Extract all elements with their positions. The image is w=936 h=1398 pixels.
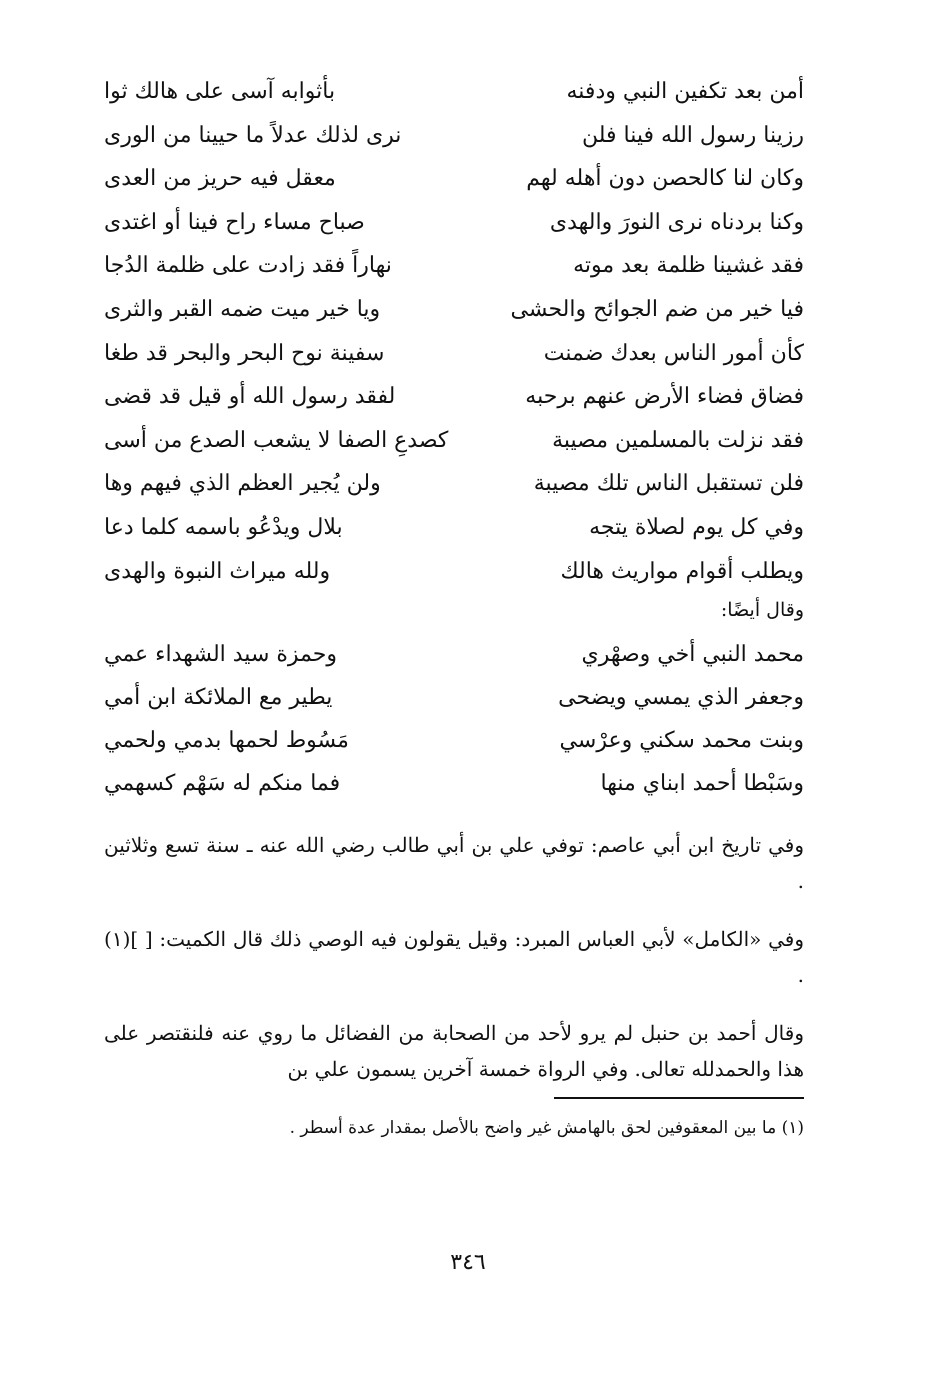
first-hemistich: وفي كل يوم لصلاة يتجه [589, 514, 804, 540]
verse-line [104, 719, 804, 762]
first-hemistich: محمد النبي أخي وصهْري [581, 642, 804, 668]
verse-line [104, 676, 804, 719]
verse-line [104, 114, 804, 158]
first-hemistich: وكنا بردناه نرى النورَ والهدى [549, 209, 804, 235]
first-hemistich: أمن بعد تكفين النبي ودفنه [566, 79, 804, 104]
verse-line [104, 157, 804, 201]
paragraph-al-kamil: وفي «الكامل» لأبي العباس المبرد: وقيل يقولون فيه الوصي ذلك قال الكميت: [ ](١) . [104, 927, 804, 988]
first-hemistich: وكان لنا كالحصن دون أهله لهم [526, 166, 804, 192]
paragraph-ibn-abi-asim: وفي تاريخ ابن أبي عاصم: توفي علي بن أبي طالب رضي الله عنه ـ سنة تسع وثلاثين . [104, 833, 804, 894]
second-hemistich: يطير مع الملائكة ابن أمي [104, 685, 333, 711]
verse-line [104, 332, 804, 376]
second-hemistich: ويا خير ميت ضمه القبر والثرى [104, 296, 381, 322]
second-hemistich: بأثوابه آسى على هالك ثوا [104, 79, 336, 104]
verse-line [104, 462, 804, 506]
poem-1 [104, 70, 804, 593]
first-hemistich: فلن تستقبل الناس تلك مصيبة [533, 471, 804, 497]
poem-intro: وقال أيضًا: [720, 599, 804, 622]
first-hemistich: فقد نزلت بالمسلمين مصيبة [552, 427, 804, 453]
first-hemistich: وبنت محمد سكني وعرْسي [559, 728, 804, 754]
verse-line [104, 419, 804, 463]
footnote: (١) ما بين المعقوفين لحق بالهامش غير واضح بالأصل بمقدار عدة أسطر . [289, 1118, 804, 1139]
second-hemistich: معقل فيه حريز من العدى [104, 166, 336, 192]
second-hemistich: نرى لذلك عدلاً ما حيينا من الورى [104, 122, 402, 148]
poem-2 [104, 633, 804, 805]
second-hemistich: وحمزة سيد الشهداء عمي [104, 642, 337, 668]
second-hemistich: مَسُوط لحمها بدمي ولحمي [104, 728, 349, 754]
second-hemistich: كصدعِ الصفا لا يشعب الصدع من أسى [104, 427, 449, 453]
paragraph-ahmad-ibn-hanbal: وقال أحمد بن حنبل لم يرو لأحد من الصحابة من الفضائل ما روي عنه فلنقتصر على هذا والحمدلله تعالى. وفي الرواة خمسة آخرين يسمون علي بن [104, 1021, 804, 1082]
second-hemistich: ولن يُجير العظم الذي فيهم وها [104, 471, 381, 497]
verse-line [104, 506, 804, 550]
second-hemistich: صباح مساء راح فينا أو اغتدى [104, 209, 365, 235]
first-hemistich: ويطلب أقوام مواريث هالك [560, 558, 804, 584]
second-hemistich: سفينة نوح البحر والبحر قد طغا [104, 340, 385, 366]
verse-line [104, 375, 804, 419]
first-hemistich: كأن أمور الناس بعدك ضمنت [543, 340, 804, 366]
second-hemistich: لفقد رسول الله أو قيل قد قضى [104, 384, 396, 410]
verse-line [104, 550, 804, 594]
verse-line [104, 288, 804, 332]
page-body [104, 70, 804, 1141]
first-hemistich: فضاق فضاء الأرض عنهم برحبه [525, 384, 804, 410]
verse-line [104, 762, 804, 805]
second-hemistich: بلال ويدْعُو باسمه كلما دعا [104, 514, 343, 540]
verse-line [104, 201, 804, 245]
first-hemistich: فيا خير من ضم الجوائح والحشى [510, 296, 804, 322]
verse-line [104, 244, 804, 288]
first-hemistich: فقد غشينا ظلمة بعد موته [573, 253, 804, 279]
first-hemistich: رزينا رسول الله فينا فلن [581, 122, 804, 148]
verse-line [104, 70, 804, 114]
first-hemistich: وجعفر الذي يمسي ويضحى [558, 685, 804, 711]
footnote-divider [554, 1097, 804, 1099]
second-hemistich: فما منكم له سَهْم كسهمي [104, 771, 341, 797]
first-hemistich: وسَبْطا أحمد ابناي منها [600, 771, 804, 797]
second-hemistich: نهاراً فقد زادت على ظلمة الدُجا [104, 253, 392, 279]
verse-line [104, 633, 804, 676]
page-number: ٣٤٦ [450, 1250, 486, 1275]
second-hemistich: ولله ميراث النبوة والهدى [104, 558, 331, 584]
